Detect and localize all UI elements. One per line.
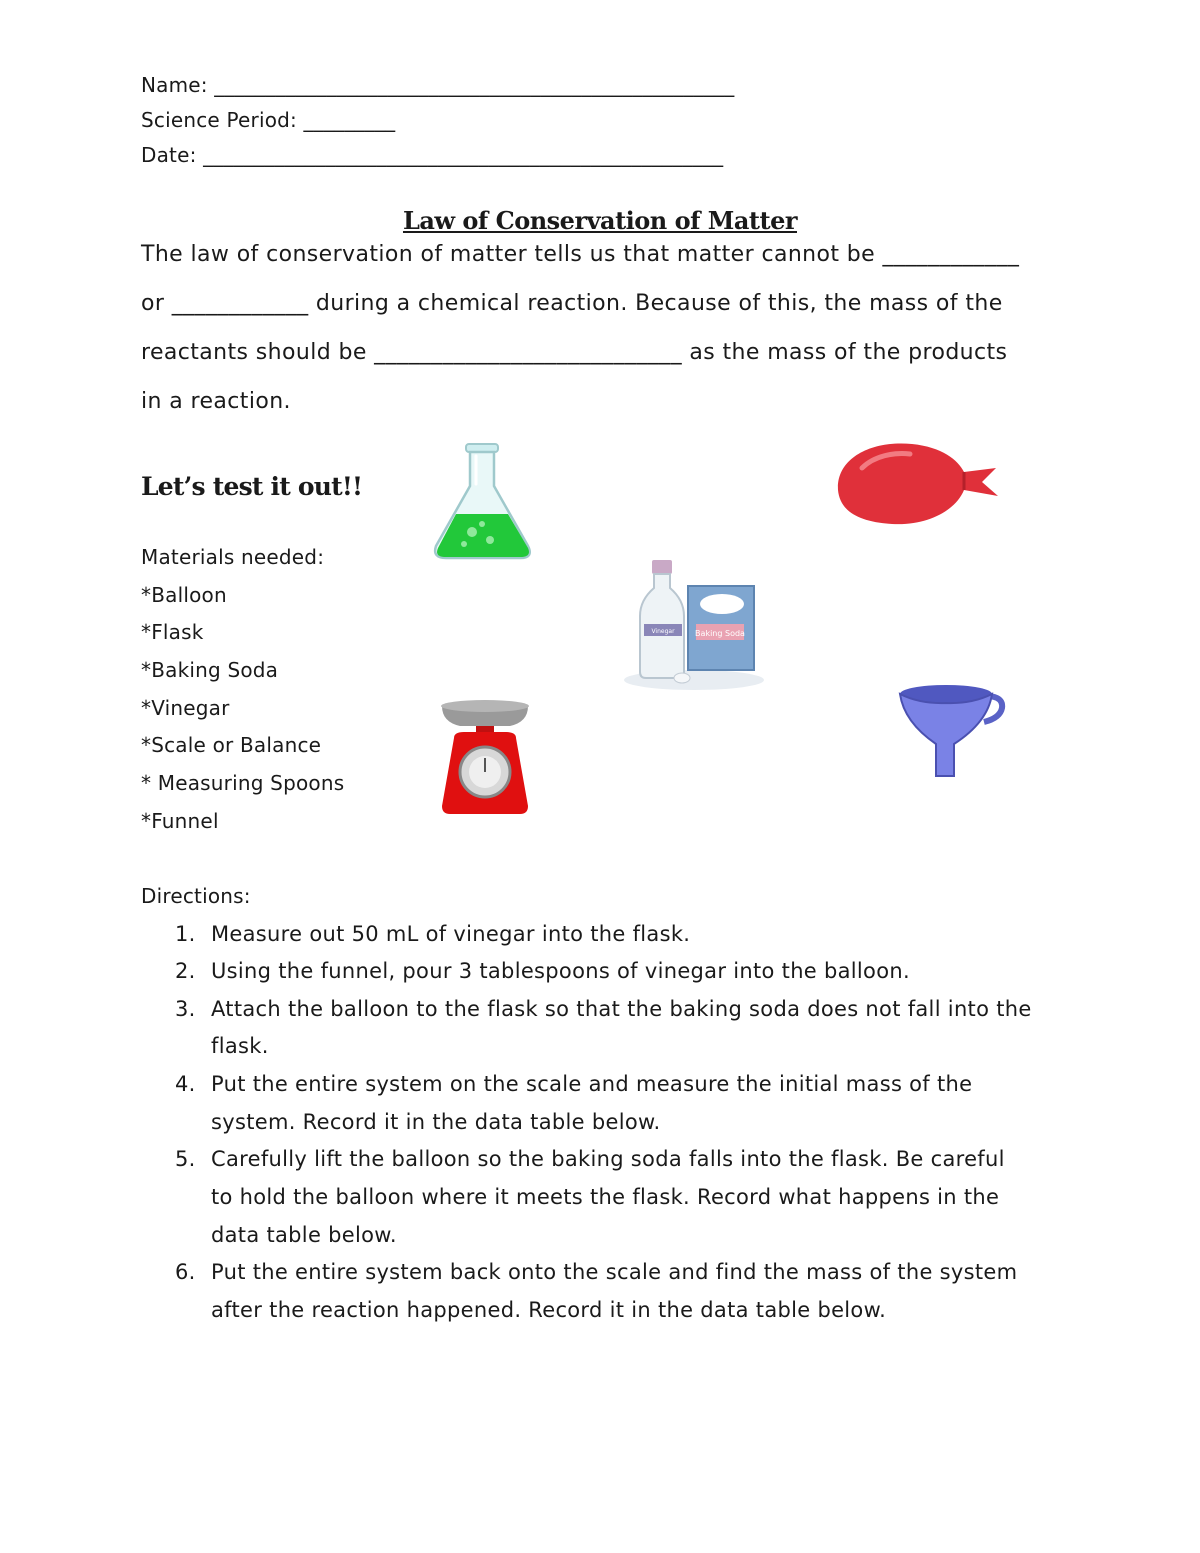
step-text: Using the funnel, pour 3 tablespoons of vinegar into the balloon. (211, 959, 910, 983)
step-text: Measure out 50 mL of vinegar into the flask. (211, 922, 691, 946)
step-text: flask. (211, 1034, 269, 1058)
science-period-field: Science Period: _________ (141, 108, 396, 132)
intro-line-2: or ____________ during a chemical reaction. Because of this, the mass of the (141, 291, 1003, 316)
balloon-icon (832, 438, 1000, 530)
step-text: Put the entire system on the scale and measure the initial mass of the (211, 1072, 973, 1096)
material-item: *Balloon (141, 583, 227, 607)
step-text: data table below. (211, 1223, 397, 1247)
step-number: 3. (175, 997, 196, 1021)
funnel-icon (892, 682, 1010, 784)
scale-icon (436, 698, 534, 818)
step-text: after the reaction happened. Record it in the data table below. (211, 1298, 887, 1322)
material-item: *Funnel (141, 809, 219, 833)
intro-line-1: The law of conservation of matter tells us that matter cannot be ____________ (141, 242, 1020, 267)
step-number: 6. (175, 1260, 196, 1284)
material-item: *Vinegar (141, 696, 230, 720)
materials-heading: Materials needed: (141, 545, 325, 569)
vinegar-label: Vinegar (651, 628, 675, 635)
baking-soda-label: Baking Soda (695, 629, 745, 638)
step-text: to hold the balloon where it meets the flask. Record what happens in the (211, 1185, 1000, 1209)
date-field: Date: ___________________________________________________ (141, 143, 724, 167)
flask-icon (428, 442, 540, 564)
vinegar-baking-soda-icon (622, 556, 768, 692)
section-subtitle: Let’s test it out!! (141, 472, 363, 501)
worksheet-title: Law of Conservation of Matter (402, 206, 797, 235)
step-text: Carefully lift the balloon so the baking soda falls into the flask. Be careful (211, 1147, 1005, 1171)
material-item: *Baking Soda (141, 658, 279, 682)
material-item: *Scale or Balance (141, 733, 322, 757)
step-text: system. Record it in the data table below. (211, 1110, 661, 1134)
step-number: 5. (175, 1147, 196, 1171)
step-text: Attach the balloon to the flask so that the baking soda does not fall into the (211, 997, 1032, 1021)
step-number: 4. (175, 1072, 196, 1096)
directions-heading: Directions: (141, 884, 251, 908)
step-number: 2. (175, 959, 196, 983)
step-text: Put the entire system back onto the scale and find the mass of the system (211, 1260, 1018, 1284)
step-number: 1. (175, 922, 196, 946)
intro-line-4: in a reaction. (141, 389, 291, 414)
material-item: *Flask (141, 620, 204, 644)
material-item: * Measuring Spoons (141, 771, 345, 795)
name-field: Name: ___________________________________________________ (141, 73, 735, 97)
intro-line-3: reactants should be ___________________________ as the mass of the products (141, 340, 1008, 365)
